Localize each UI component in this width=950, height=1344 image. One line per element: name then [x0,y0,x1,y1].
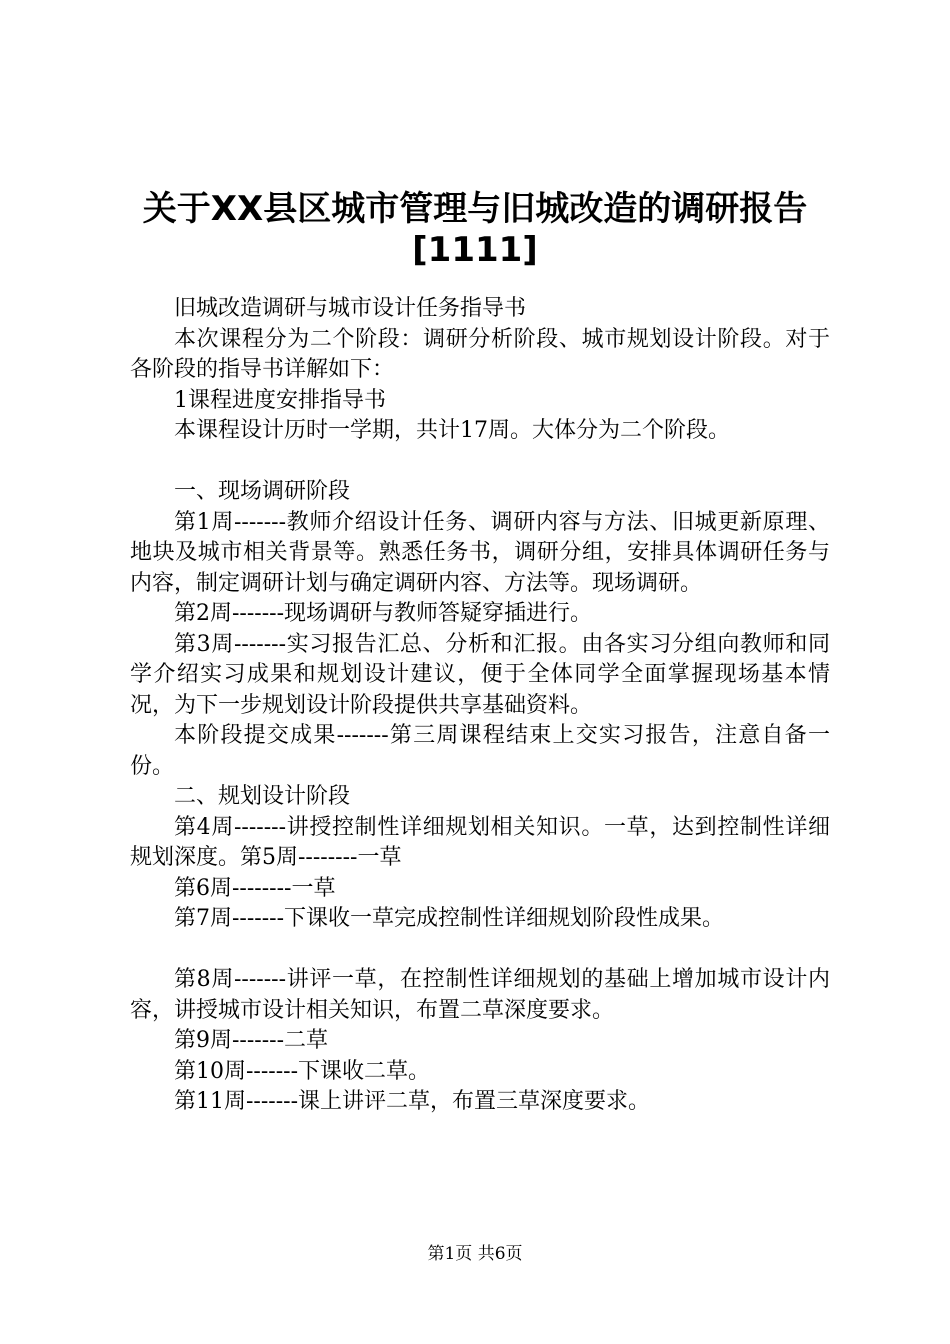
page-footer: 第1页 共6页 [427,1244,523,1264]
blank-line [130,935,830,966]
paragraph: 本阶段提交成果-------第三周课程结束上交实习报告，注意自备一份。 [130,723,830,779]
paragraph: 第1周-------教师介绍设计任务、调研内容与方法、旧城更新原理、地块及城市相关背景等。熟悉任务书，调研分组，安排具体调研任务与内容，制定调研计划与确定调研内容、方法等。现场调研。 [130,509,830,596]
paragraph: 第6周--------一草 [174,875,336,901]
document-body [130,294,830,1118]
blank-line [130,447,830,478]
paragraph: 第9周-------二草 [174,1028,329,1053]
document-title-code: [1111] [412,230,538,270]
paragraph: 第7周-------下课收一草完成控制性详细规划阶段性成果。 [174,906,725,931]
paragraph: 本课程设计历时一学期，共计17周。大体分为二个阶段。 [174,418,730,443]
paragraph: 第8周-------讲评一草，在控制性详细规划的基础上增加城市设计内容，讲授城市设计相关知识，布置二草深度要求。 [130,967,830,1023]
paragraph: 第10周-------下课收二草。 [174,1058,431,1084]
paragraph: 二、规划设计阶段 [174,784,351,809]
paragraph: 第4周-------讲授控制性详细规划相关知识。一草，达到控制性详细规划深度。第5周--------一草 [130,814,830,870]
paragraph: 第11周-------课上讲评二草，布置三草深度要求。 [174,1089,651,1114]
paragraph: 本次课程分为二个阶段：调研分析阶段、城市规划设计阶段。对于各阶段的指导书详解如下： [130,326,830,382]
paragraph: 旧城改造调研与城市设计任务指导书 [174,296,527,321]
document-title: 关于XX县区城市管理与旧城改造的调研报告 [142,189,808,229]
paragraph: 一、现场调研阶段 [174,479,351,504]
paragraph: 第2周-------现场调研与教师答疑穿插进行。 [174,601,593,626]
paragraph: 第3周-------实习报告汇总、分析和汇报。由各实习分组向教师和同学介绍实习成果和规划设计建议，便于全体同学全面掌握现场基本情况，为下一步规划设计阶段提供共享基础资料。 [130,631,830,718]
paragraph: 1课程进度安排指导书 [174,387,386,413]
